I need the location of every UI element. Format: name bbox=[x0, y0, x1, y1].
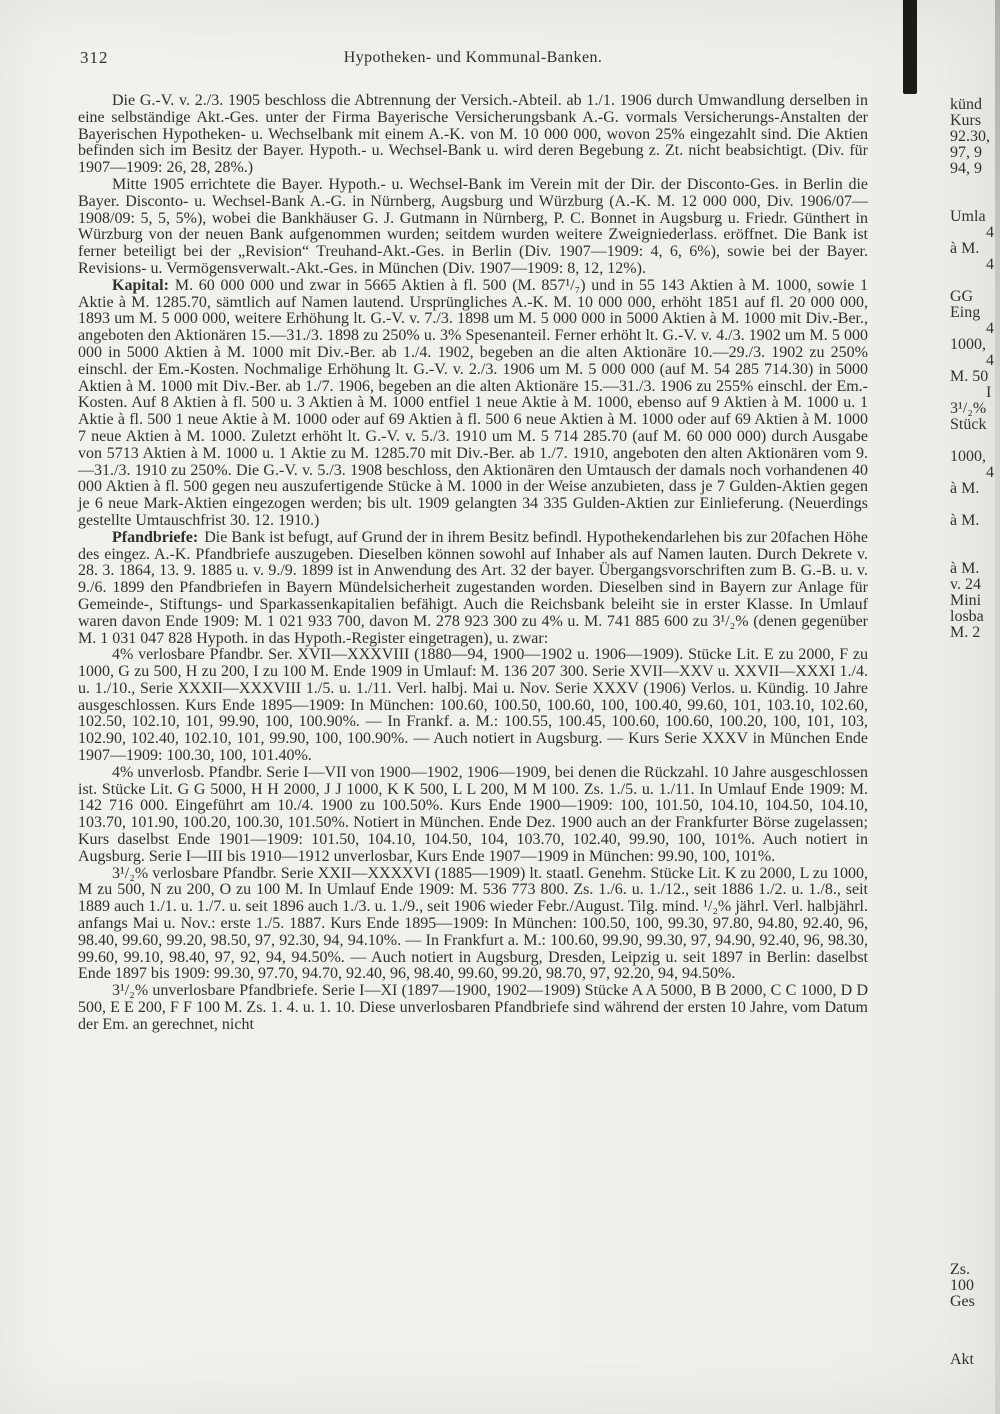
cropped-text-fragment: 4 bbox=[986, 256, 994, 273]
cropped-text-fragment: Zs. bbox=[950, 1261, 970, 1278]
cropped-text-fragment: v. 24 bbox=[950, 576, 981, 593]
cropped-text-fragment: 3¹/₂% bbox=[950, 400, 987, 417]
cropped-text-fragment: Ges bbox=[950, 1293, 975, 1310]
paragraph-text: M. 60 000 000 und zwar in 5665 Aktien à fl. 500 (M. 857¹/₇) und in 55 143 Aktien à M. 1000, sowie 1 Aktie à M. 1285.70, sämtlich auf Namen lautend. Ursprüngliches A.-K. M. 10 000 000, erhöht 1851 auf fl. 20 000 000, 1893 um M. 5 000 000, weitere Erhöhung lt. G.-V. v. 7./3. 1898 um M. 5 000 000 in 5000 Aktien à M. 1000 mit Div.-Ber., angeboten den Aktionären 15.—31./3. 1898 zu 250% u. 3% Spesenanteil. Ferner erhöht lt. G.-V. v. 4./3. 1902 um M. 5 000 000 in 5000 Aktien à M. 1000 mit Div.-Ber. ab 1./4. 1902, begeben an die alten Aktionäre 10.—29./3. 1902 zu 250% einschl. der Em.-Kosten. Nochmalige Erhöhung lt. G.-V. v. 2./3. 1906 um M. 5 000 000 (auf M. 54 285 714.30) in 5000 Aktien à M. 1000 mit Div.-Ber. ab 1./7. 1906, begeben an die alten Aktionäre 15.—31./3. 1906 zu 255% einschl. der Em.-Kosten. Auf 8 Aktien à fl. 500 u. 3 Aktien à M. 1000 entfiel 1 neue Aktie à M. 1000, ebenso auf 9 Aktien à M. 1000 u. 1 Aktie à fl. 500 1 neue Aktie à M. 1000 oder auf 69 Aktien à fl. 500 6 neue Aktien à M. 1000 oder auf 69 Aktien à M. 1000 7 neue Aktien à M. 1000. Zuletzt erhöht lt. G.-V. v. 5./3. 1910 um M. 5 714 285.70 (auf M. 60 000 000) durch Ausgabe von 5713 Aktien à M. 1000 u. 1 Aktie zu M. 1285.70 mit Div.-Ber. ab 1./7. 1910, angeboten den alten Aktionären vom 9.—31./3. 1910 zu 250%. Die G.-V. v. 5./3. 1908 beschloss, den Aktionären den Umtausch der damals noch vorhandenen 40 000 Aktien à fl. 500 gegen neu auszufertigende Stücke à M. 1000 in der Weise anzubieten, dass je 7 Gulden-Aktien gegen je 6 neue Mark-Aktien eingezogen werden; bis ult. 1909 gelangten 34 335 Gulden-Aktien zur Einlieferung. (Neuerdings gestellte Umtauschfrist 30. 12. 1910.) bbox=[78, 276, 868, 529]
cropped-text-fragment: I bbox=[986, 384, 992, 401]
paragraph-text: 4% unverlosb. Pfandbr. Serie I—VII von 1900—1902, 1906—1909, bei denen die Rückzahl. 10 Jahre ausgeschlossen ist. Stücke Lit. G G 5000, H H 2000, J J 1000, K K 500, L L 200, M M 100. Zs. 1./5. u. 1./11. In Umlauf Ende 1909: M. 142 716 000. Eingeführt am 10./4. 1900 zu 100.50%. Kurs Ende 1900—1909: 100, 101.50, 104.10, 104.50, 104.10, 103.70, 101.90, 100.20, 100.30, 101.50%. Notiert in München. Ende Dez. 1900 auch an der Frankfurter Börse zugelassen; Kurs daselbst Ende 1901—1909: 101.50, 104.10, 104.50, 104, 103.70, 102.40, 99.90, 100, 101%. Auch notiert in Augsburg. Serie I—III bis 1910—1912 unverlosbar, Kurs Ende 1907—1909 in München: 99.90, 100, 101%. bbox=[78, 763, 868, 865]
cropped-text-fragment: 92.30, bbox=[950, 128, 990, 145]
paragraph-text: 4% verlosbare Pfandbr. Ser. XVII—XXXVIII (1880—94, 1900—1902 u. 1906—1909). Stücke Lit. E zu 2000, F zu 1000, G zu 500, H zu 200, I zu 100 M. Ende 1909 in Umlauf: M. 136 207 300. Serie XVII—XXV u. XXVII—XXXI 1./4. u. 1./10., Serie XXXII—XXXVIII 1./5. u. 1./11. Verl. halbj. Mai u. Nov. Serie XXXV (1906) Verlos. u. Kündig. 10 Jahre ausgeschlossen. Kurs Ende 1895—1909: In München: 100.60, 100.50, 100.60, 100, 100.40, 99.60, 101, 103.10, 102.60, 102.50, 102.10, 101, 99.90, 100, 100.90%. — In Frankf. a. M.: 100.55, 100.45, 100.60, 100.60, 100.20, 100, 101, 103, 102.90, 102.40, 102.10, 101, 99.90, 100, 100.90%. — Auch notiert in Augsburg. — Kurs Serie XXXV in München Ende 1907—1909: 100.30, 100, 101.40%. bbox=[78, 646, 868, 765]
cropped-text-fragment: à M. bbox=[950, 560, 980, 577]
paragraph-disconto-bank bbox=[78, 177, 868, 278]
paragraph-text: Die G.-V. v. 2./3. 1905 beschloss die Abtrennung der Versich.-Abteil. ab 1./1. 1906 durch Umwandlung derselben in eine selbständige Akt.-Ges. unter der Firma Bayerische Versicherungsbank A.-G. vormals Versicherungs-Anstalten der Bayerischen Hypotheken- u. Wechselbank mit einem A.-K. von M. 10 000 000, wovon 25% eingezahlt sind. Die Aktien befinden sich im Besitz der Bayer. Hypoth.- u. Wechsel-Bank u. wird deren Begebung z. Zt. nicht beabsichtigt. (Div. für 1907—1909: 26, 28, 28%.) bbox=[78, 92, 868, 177]
paragraph-text: Mitte 1905 errichtete die Bayer. Hypoth.- u. Wechsel-Bank im Verein mit der Dir. der Disconto-Ges. in Berlin die Bayer. Disconto- u. Wechsel-Bank A.-G. in Nürnberg, Augsburg und Würzburg (A.-K. M. 12 000 000, Div. 1906/07—1908/09: 5, 5, 5%), wobei die Bankhäuser G. J. Gutmann in Nürnberg, P. C. Bonnet in Augsburg u. Friedr. Günthert in Würzburg von der neuen Bank aufgenommen wurden; seitdem wurden weitere Zweigniederlass. eröffnet. Die Bank ist ferner beteiligt bei der „Revision“ Treuhand-Akt.-Ges. in Berlin (Div. 1907—1909: 4, 6, 6%), sowie bei der Bayer. Revisions- u. Vermögensverwalt.-Akt.-Ges. in München (Div. 1907—1909: 8, 12, 12%). bbox=[78, 175, 868, 277]
paragraph-text: 3¹/₂% unverlosbare Pfandbriefe. Serie I—XI (1897—1900, 1902—1909) Stücke A A 5000, B B 2000, C C 1000, D D 500, E E 200, F F 100 M. Zs. 1. 4. u. 1. 10. Diese unverlosbaren Pfandbriefe sind während der ersten 10 Jahre, vom Datum der Em. an gerechnet, nicht bbox=[78, 982, 868, 1033]
cropped-text-fragment: Eing bbox=[950, 304, 981, 321]
paragraph-text: 3¹/₂% verlosbare Pfandbr. Serie XXII—XXXXVI (1885—1909) lt. staatl. Genehm. Stücke Lit. K zu 2000, L zu 1000, M zu 500, N zu 200, O zu 100 M. In Umlauf Ende 1909: M. 536 773 800. Zs. 1./6. u. 1./12., seit 1886 1./2. u. 1./8., seit 1889 auch 1./1. u. 1./7. u. seit 1896 auch 1./3. u. 1./9., seit 1906 wieder Febr./August. Tilg. mind. ¹/₂% jährl. Verl. halbjährl. anfangs Mai u. Nov.: erste 1./5. 1887. Kurs Ende 1895—1909: In München: 100.50, 100, 99.30, 97.80, 94.80, 92.40, 96, 98.40, 99.60, 99.20, 98.50, 97, 92.30, 94, 94.10%. — In Frankfurt a. M.: 100.60, 99.90, 99.30, 97, 94.90, 92.40, 96, 98.30, 99.60, 99.10, 98.40, 97, 92, 94, 94.50%. — Auch notiert in Augsburg, Dresden, Leipzig u. seit 1897 in Berlin: daselbst Ende 1897 bis 1909: 99.30, 97.70, 94.70, 92.40, 96, 98.40, 99.60, 99.20, 98.70, 97, 92.20, 94, 94.50%. bbox=[78, 864, 868, 983]
scan-artifact-bar bbox=[903, 0, 917, 94]
cropped-text-fragment: GG bbox=[950, 288, 974, 305]
cropped-text-fragment: 4 bbox=[986, 320, 994, 337]
cropped-text-fragment: Akt bbox=[950, 1351, 974, 1368]
cropped-text-fragment: künd bbox=[950, 96, 982, 113]
cropped-text-fragment: losba bbox=[950, 608, 984, 625]
paragraph-text: Die Bank ist befugt, auf Grund der in ihrem Besitz befindl. Hypothekendarlehen bis zur 20fachen Höhe des eingez. A.-K. Pfandbriefe auszugeben. Dieselben können sowohl auf Inhaber als auf Namen lauten. Durch Dekrete v. 28. 3. 1864, 13. 9. 1885 u. v. 9./9. 1899 ist in Anwendung des Art. 32 der bayer. Übergangsvorschriften zum B. G.-B. u. v. 9./6. 1899 den Pfandbriefen in Bayern Mündelsicherheit zugestanden worden. Dieselben sind in Bayern zur Anlage für Gemeinde-, Stiftungs- und Sparkassenkapitalien befähigt. Auch die Reichsbank beleiht sie in erster Klasse. In Umlauf waren davon Ende 1909: M. 1 021 933 700, davon M. 278 923 300 zu 4% u. M. 741 885 600 zu 3¹/₂% (denen gegenüber M. 1 031 047 828 Hypoth. in das Hypoth.-Register eingetragen), u. zwar: bbox=[78, 528, 868, 647]
cropped-text-fragment: à M. bbox=[950, 240, 980, 257]
cropped-text-fragment: 100 bbox=[950, 1277, 974, 1294]
running-title: Hypotheken- und Kommunal-Banken. bbox=[343, 49, 603, 66]
paragraph-3half-pct-verlosbare bbox=[78, 866, 868, 984]
cropped-text-fragment: Mini bbox=[950, 592, 982, 609]
paragraph-lead-kapital: Kapital: bbox=[112, 276, 169, 294]
cropped-text-fragment: à M. bbox=[950, 480, 980, 497]
paragraph-3half-pct-unverlosbare bbox=[78, 983, 868, 1033]
cropped-text-fragment: 4 bbox=[986, 352, 994, 369]
cropped-text-fragment: M. 50 bbox=[950, 368, 989, 385]
cropped-text-fragment: Stück bbox=[950, 416, 987, 433]
cropped-text-fragment: à M. bbox=[950, 512, 980, 529]
paragraph-4pct-unverlosbare bbox=[78, 765, 868, 866]
cropped-text-fragment: Umla bbox=[950, 208, 986, 225]
cropped-text-fragment: Kurs bbox=[950, 112, 982, 129]
cropped-text-fragment: 97, 9 bbox=[950, 144, 982, 161]
paragraph-lead-pfandbriefe: Pfandbriefe: bbox=[112, 528, 199, 546]
paragraph-kapital bbox=[78, 278, 868, 530]
page-number: 312 bbox=[80, 48, 109, 67]
cropped-text-fragment: 4 bbox=[986, 464, 994, 481]
page-header bbox=[78, 48, 868, 72]
cropped-text-fragment: 4 bbox=[986, 224, 994, 241]
paragraph-pfandbriefe bbox=[78, 530, 868, 648]
paragraph-versicherungsbank bbox=[78, 93, 868, 177]
cropped-text-fragment: 1000, bbox=[950, 448, 986, 465]
paragraph-4pct-verlosbare bbox=[78, 647, 868, 765]
cropped-text-fragment: 94, 9 bbox=[950, 160, 982, 177]
cropped-text-fragment: M. 2 bbox=[950, 624, 981, 641]
body-text-column bbox=[78, 93, 868, 1034]
cropped-text-fragment: 1000, bbox=[950, 336, 986, 353]
scan-edge-shadow bbox=[995, 0, 1000, 1414]
